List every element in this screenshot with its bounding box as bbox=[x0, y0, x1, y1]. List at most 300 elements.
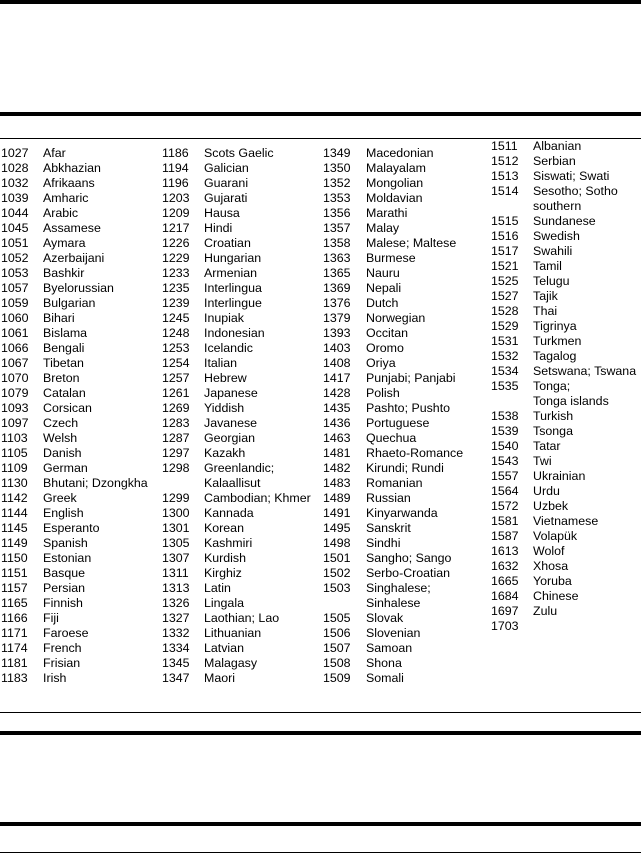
language-name: Galician bbox=[204, 161, 249, 175]
language-entry bbox=[323, 176, 463, 191]
language-code: 1165 bbox=[1, 596, 28, 610]
language-name: Catalan bbox=[43, 386, 86, 400]
language-code: 1298 bbox=[162, 461, 190, 475]
language-entry bbox=[162, 311, 311, 326]
language-code: 1070 bbox=[1, 371, 29, 385]
language-code: 1482 bbox=[323, 461, 351, 475]
language-code: 1097 bbox=[1, 416, 29, 430]
language-name: Chinese bbox=[533, 589, 579, 603]
language-code: 1353 bbox=[323, 191, 351, 205]
language-entry bbox=[323, 566, 463, 581]
language-code: 1632 bbox=[491, 559, 519, 573]
language-code: 1269 bbox=[162, 401, 190, 415]
language-code: 1093 bbox=[1, 401, 29, 415]
language-code: 1369 bbox=[323, 281, 351, 295]
language-code: 1515 bbox=[491, 214, 519, 228]
language-code: 1534 bbox=[491, 364, 519, 378]
language-name: Turkish bbox=[533, 409, 574, 423]
bottom-section-rule bbox=[0, 731, 641, 735]
language-entry bbox=[162, 656, 311, 671]
language-entry bbox=[1, 356, 148, 371]
language-entry bbox=[162, 296, 311, 311]
language-code: 1483 bbox=[323, 476, 351, 490]
language-name: Georgian bbox=[204, 431, 255, 445]
language-code: 1283 bbox=[162, 416, 190, 430]
language-code: 1174 bbox=[1, 641, 28, 655]
language-entry bbox=[323, 161, 463, 176]
language-entry bbox=[162, 176, 311, 191]
language-code: 1151 bbox=[1, 566, 28, 580]
language-code: 1248 bbox=[162, 326, 190, 340]
language-name: Mongolian bbox=[366, 176, 424, 190]
language-name: Bulgarian bbox=[43, 296, 96, 310]
language-name: Arabic bbox=[43, 206, 79, 220]
language-entry bbox=[323, 611, 463, 626]
language-code: 1327 bbox=[162, 611, 190, 625]
language-code: 1356 bbox=[323, 206, 351, 220]
language-code: 1665 bbox=[491, 574, 519, 588]
language-entry bbox=[491, 274, 636, 289]
language-code: 1525 bbox=[491, 274, 519, 288]
language-name: Kashmiri bbox=[204, 536, 253, 550]
language-entry bbox=[491, 529, 636, 544]
language-code: 1194 bbox=[162, 161, 189, 175]
column-2 bbox=[162, 146, 311, 686]
language-code: 1509 bbox=[323, 671, 351, 685]
language-name: Italian bbox=[204, 356, 238, 370]
language-entry bbox=[491, 259, 636, 274]
language-entry bbox=[162, 191, 311, 206]
language-entry bbox=[491, 484, 636, 499]
language-code: 1245 bbox=[162, 311, 190, 325]
language-entry bbox=[162, 671, 311, 686]
language-code: 1513 bbox=[491, 169, 519, 183]
language-entry bbox=[323, 386, 463, 401]
language-name: Maori bbox=[204, 671, 235, 685]
language-name: Shona bbox=[366, 656, 402, 670]
language-code: 1408 bbox=[323, 356, 351, 370]
language-code: 1032 bbox=[1, 176, 29, 190]
language-code: 1345 bbox=[162, 656, 190, 670]
language-code: 1528 bbox=[491, 304, 519, 318]
language-entry bbox=[1, 446, 148, 461]
language-code: 1166 bbox=[1, 611, 28, 625]
language-name: Finnish bbox=[43, 596, 83, 610]
language-name: Nauru bbox=[366, 266, 400, 280]
language-entry bbox=[491, 559, 636, 574]
language-name: Hindi bbox=[204, 221, 233, 235]
language-name: Dutch bbox=[366, 296, 399, 310]
language-name: Tibetan bbox=[43, 356, 84, 370]
language-name: Esperanto bbox=[43, 521, 100, 535]
language-name: Croatian bbox=[204, 236, 251, 250]
language-code: 1079 bbox=[1, 386, 29, 400]
language-code: 1299 bbox=[162, 491, 190, 505]
language-name: Malese; Maltese bbox=[366, 236, 457, 250]
language-name: Rhaeto-Romance bbox=[366, 446, 464, 460]
language-code: 1059 bbox=[1, 296, 29, 310]
language-entry bbox=[323, 581, 463, 596]
language-code: 1463 bbox=[323, 431, 351, 445]
language-code: 1540 bbox=[491, 439, 519, 453]
language-code: 1538 bbox=[491, 409, 519, 423]
language-entry bbox=[491, 244, 636, 259]
language-entry bbox=[323, 551, 463, 566]
language-entry bbox=[323, 506, 463, 521]
language-entry bbox=[323, 461, 463, 476]
language-code: 1039 bbox=[1, 191, 29, 205]
language-name: Oromo bbox=[366, 341, 404, 355]
language-entry bbox=[162, 641, 311, 656]
language-name: Amharic bbox=[43, 191, 89, 205]
language-name-continuation: Sinhalese bbox=[366, 596, 421, 610]
language-entry bbox=[162, 266, 311, 281]
language-code: 1349 bbox=[323, 146, 351, 160]
language-entry bbox=[1, 311, 148, 326]
language-name: Sundanese bbox=[533, 214, 596, 228]
language-code: 1045 bbox=[1, 221, 29, 235]
language-entry bbox=[323, 341, 463, 356]
language-entry bbox=[491, 589, 636, 604]
language-name: Hebrew bbox=[204, 371, 247, 385]
language-entry bbox=[162, 146, 311, 161]
language-entry bbox=[323, 296, 463, 311]
language-code: 1183 bbox=[1, 671, 28, 685]
language-entry bbox=[491, 334, 636, 349]
language-entry bbox=[162, 221, 311, 236]
language-entry bbox=[491, 139, 636, 154]
language-entry bbox=[1, 476, 148, 491]
language-code: 1044 bbox=[1, 206, 29, 220]
language-name: Laothian; Lao bbox=[204, 611, 280, 625]
language-name: Burmese bbox=[366, 251, 416, 265]
language-name-continuation: Kalaallisut bbox=[204, 476, 261, 490]
language-code: 1254 bbox=[162, 356, 190, 370]
language-name: Bislama bbox=[43, 326, 88, 340]
language-entry bbox=[1, 611, 148, 626]
language-entry bbox=[1, 461, 148, 476]
language-entry bbox=[1, 341, 148, 356]
language-code: 1028 bbox=[1, 161, 29, 175]
language-code: 1297 bbox=[162, 446, 190, 460]
language-name: Kirghiz bbox=[204, 566, 242, 580]
language-code: 1403 bbox=[323, 341, 351, 355]
language-entry bbox=[162, 566, 311, 581]
language-entry bbox=[491, 229, 636, 244]
language-code: 1365 bbox=[323, 266, 351, 280]
language-name: Breton bbox=[43, 371, 80, 385]
language-entry bbox=[1, 566, 148, 581]
language-code: 1514 bbox=[491, 184, 519, 198]
language-name: Afrikaans bbox=[43, 176, 95, 190]
language-code: 1581 bbox=[491, 514, 519, 528]
language-name: Sanskrit bbox=[366, 521, 411, 535]
language-entry bbox=[323, 641, 463, 656]
language-name: Volapük bbox=[533, 529, 578, 543]
column-3 bbox=[323, 146, 463, 686]
language-entry bbox=[162, 356, 311, 371]
language-code: 1393 bbox=[323, 326, 351, 340]
language-entry bbox=[491, 169, 636, 184]
language-entry bbox=[1, 146, 148, 161]
language-code: 1517 bbox=[491, 244, 519, 258]
language-name-continuation: Tonga islands bbox=[533, 394, 609, 408]
language-name: Swedish bbox=[533, 229, 580, 243]
language-code: 1311 bbox=[162, 566, 189, 580]
language-entry bbox=[162, 206, 311, 221]
language-name: Persian bbox=[43, 581, 86, 595]
language-code: 1379 bbox=[323, 311, 351, 325]
language-entry bbox=[162, 536, 311, 551]
language-name: Serbian bbox=[533, 154, 576, 168]
language-code: 1532 bbox=[491, 349, 519, 363]
language-code: 1697 bbox=[491, 604, 519, 618]
language-entry bbox=[1, 386, 148, 401]
language-code: 1572 bbox=[491, 499, 519, 513]
language-name: Singhalese; bbox=[366, 581, 431, 595]
language-name: Fiji bbox=[43, 611, 59, 625]
language-entry bbox=[323, 236, 463, 251]
language-name: Portuguese bbox=[366, 416, 430, 430]
language-name: Azerbaijani bbox=[43, 251, 105, 265]
column-4 bbox=[491, 139, 636, 634]
language-entry bbox=[323, 446, 463, 461]
language-code: 1505 bbox=[323, 611, 351, 625]
language-code: 1027 bbox=[1, 146, 29, 160]
language-name: Kirundi; Rundi bbox=[366, 461, 444, 475]
language-code: 1057 bbox=[1, 281, 29, 295]
language-entry bbox=[491, 409, 636, 424]
language-name: Malay bbox=[366, 221, 400, 235]
language-code: 1053 bbox=[1, 266, 29, 280]
section-rule bbox=[0, 112, 641, 116]
language-name-continuation: southern bbox=[533, 199, 582, 213]
language-code: 1535 bbox=[491, 379, 519, 393]
language-name: Tatar bbox=[533, 439, 561, 453]
language-code: 1149 bbox=[1, 536, 28, 550]
language-name: Czech bbox=[43, 416, 79, 430]
language-entry bbox=[491, 514, 636, 529]
language-name: Danish bbox=[43, 446, 82, 460]
language-code: 1512 bbox=[491, 154, 519, 168]
language-name: Vietnamese bbox=[533, 514, 599, 528]
language-entry bbox=[1, 491, 148, 506]
language-code: 1313 bbox=[162, 581, 190, 595]
language-code: 1501 bbox=[323, 551, 351, 565]
language-code: 1347 bbox=[162, 671, 190, 685]
language-name: Bengali bbox=[43, 341, 85, 355]
language-name: Sesotho; Sotho bbox=[533, 184, 618, 198]
language-entry bbox=[1, 401, 148, 416]
language-name: Xhosa bbox=[533, 559, 569, 573]
language-name: Slovak bbox=[366, 611, 404, 625]
language-entry bbox=[1, 641, 148, 656]
language-name: Zulu bbox=[533, 604, 558, 618]
language-code: 1489 bbox=[323, 491, 351, 505]
language-entry bbox=[1, 671, 148, 686]
language-code: 1703 bbox=[491, 619, 519, 633]
language-code: 1529 bbox=[491, 319, 519, 333]
language-name: Bashkir bbox=[43, 266, 85, 280]
language-entry bbox=[162, 416, 311, 431]
language-name: Swahili bbox=[533, 244, 573, 258]
language-name: Kurdish bbox=[204, 551, 247, 565]
language-name: Sindhi bbox=[366, 536, 401, 550]
language-entry bbox=[491, 304, 636, 319]
language-name: Quechua bbox=[366, 431, 417, 445]
language-entry bbox=[491, 544, 636, 559]
language-code: 1508 bbox=[323, 656, 351, 670]
language-entry bbox=[1, 596, 148, 611]
language-code: 1157 bbox=[1, 581, 28, 595]
language-name: Wolof bbox=[533, 544, 565, 558]
language-name: Spanish bbox=[43, 536, 88, 550]
language-code: 1287 bbox=[162, 431, 190, 445]
language-code: 1521 bbox=[491, 259, 519, 273]
language-entry bbox=[323, 656, 463, 671]
language-name: Kinyarwanda bbox=[366, 506, 438, 520]
language-code: 1051 bbox=[1, 236, 29, 250]
language-name: Japanese bbox=[204, 386, 258, 400]
language-entry bbox=[491, 439, 636, 454]
language-entry bbox=[323, 671, 463, 686]
language-code: 1516 bbox=[491, 229, 519, 243]
language-code: 1495 bbox=[323, 521, 351, 535]
language-name: Scots Gaelic bbox=[204, 146, 274, 160]
language-entry bbox=[491, 184, 636, 199]
language-name: Frisian bbox=[43, 656, 81, 670]
language-code: 1300 bbox=[162, 506, 190, 520]
language-entry bbox=[162, 251, 311, 266]
language-entry bbox=[1, 521, 148, 536]
language-code: 1491 bbox=[323, 506, 351, 520]
language-code: 1363 bbox=[323, 251, 351, 265]
language-code: 1376 bbox=[323, 296, 351, 310]
language-entry bbox=[1, 296, 148, 311]
language-code: 1684 bbox=[491, 589, 519, 603]
language-name: Guarani bbox=[204, 176, 249, 190]
language-name: Russian bbox=[366, 491, 411, 505]
language-entry bbox=[491, 499, 636, 514]
language-entry bbox=[1, 206, 148, 221]
language-name: Byelorussian bbox=[43, 281, 114, 295]
language-code: 1186 bbox=[162, 146, 189, 160]
language-entry bbox=[162, 371, 311, 386]
language-name: Pashto; Pushto bbox=[366, 401, 451, 415]
language-name: Tonga; bbox=[533, 379, 571, 393]
language-entry bbox=[323, 371, 463, 386]
language-name: English bbox=[43, 506, 84, 520]
language-name: Icelandic bbox=[204, 341, 253, 355]
language-entry bbox=[323, 356, 463, 371]
language-name: Javanese bbox=[204, 416, 258, 430]
language-name: Gujarati bbox=[204, 191, 248, 205]
language-code: 1105 bbox=[1, 446, 28, 460]
language-code: 1142 bbox=[1, 491, 28, 505]
language-code: 1507 bbox=[323, 641, 351, 655]
language-entry bbox=[323, 326, 463, 341]
language-name: Turkmen bbox=[533, 334, 582, 348]
language-entry bbox=[323, 251, 463, 266]
language-name: Greek bbox=[43, 491, 77, 505]
language-code: 1481 bbox=[323, 446, 351, 460]
language-code: 1543 bbox=[491, 454, 519, 468]
language-name: Latvian bbox=[204, 641, 244, 655]
language-code: 1436 bbox=[323, 416, 351, 430]
language-code: 1203 bbox=[162, 191, 190, 205]
language-name: Kannada bbox=[204, 506, 254, 520]
language-name: Latin bbox=[204, 581, 231, 595]
language-name: Kazakh bbox=[204, 446, 246, 460]
language-name: Tamil bbox=[533, 259, 562, 273]
language-entry bbox=[162, 491, 311, 506]
language-entry bbox=[162, 611, 311, 626]
language-entry bbox=[1, 176, 148, 191]
language-name: Aymara bbox=[43, 236, 86, 250]
language-name: Moldavian bbox=[366, 191, 423, 205]
language-entry bbox=[1, 161, 148, 176]
language-entry bbox=[162, 581, 311, 596]
language-code: 1564 bbox=[491, 484, 519, 498]
language-entry bbox=[491, 424, 636, 439]
language-name: Nepali bbox=[366, 281, 402, 295]
language-code: 1502 bbox=[323, 566, 351, 580]
language-name: Indonesian bbox=[204, 326, 265, 340]
language-entry bbox=[491, 604, 636, 619]
language-code: 1060 bbox=[1, 311, 29, 325]
language-name: Samoan bbox=[366, 641, 413, 655]
language-entry bbox=[491, 469, 636, 484]
language-name: Uzbek bbox=[533, 499, 569, 513]
language-name: Tajik bbox=[533, 289, 558, 303]
language-name: Yoruba bbox=[533, 574, 572, 588]
language-name: Oriya bbox=[366, 356, 396, 370]
language-code: 1531 bbox=[491, 334, 519, 348]
language-code: 1052 bbox=[1, 251, 29, 265]
language-code: 1506 bbox=[323, 626, 351, 640]
language-name: Yiddish bbox=[204, 401, 245, 415]
language-name: Welsh bbox=[43, 431, 78, 445]
language-code: 1539 bbox=[491, 424, 519, 438]
language-code: 1428 bbox=[323, 386, 351, 400]
language-name: Faroese bbox=[43, 626, 89, 640]
language-code: 1301 bbox=[162, 521, 190, 535]
language-code: 1217 bbox=[162, 221, 190, 235]
language-entry bbox=[1, 581, 148, 596]
language-code: 1307 bbox=[162, 551, 190, 565]
language-entry bbox=[162, 341, 311, 356]
language-entry bbox=[162, 626, 311, 641]
language-code: 1503 bbox=[323, 581, 351, 595]
language-entry bbox=[491, 289, 636, 304]
language-name: Tagalog bbox=[533, 349, 577, 363]
language-name: Tigrinya bbox=[533, 319, 577, 333]
language-code: 1145 bbox=[1, 521, 28, 535]
language-entry bbox=[491, 454, 636, 469]
language-code: 1144 bbox=[1, 506, 28, 520]
language-entry bbox=[323, 221, 463, 236]
language-code: 1332 bbox=[162, 626, 190, 640]
language-name: Irish bbox=[43, 671, 67, 685]
language-entry bbox=[491, 214, 636, 229]
language-code: 1587 bbox=[491, 529, 519, 543]
language-name: Interlingue bbox=[204, 296, 262, 310]
language-entry bbox=[1, 551, 148, 566]
language-name: Urdu bbox=[533, 484, 560, 498]
language-code: 1417 bbox=[323, 371, 351, 385]
language-code: 1352 bbox=[323, 176, 351, 190]
language-entry bbox=[162, 236, 311, 251]
